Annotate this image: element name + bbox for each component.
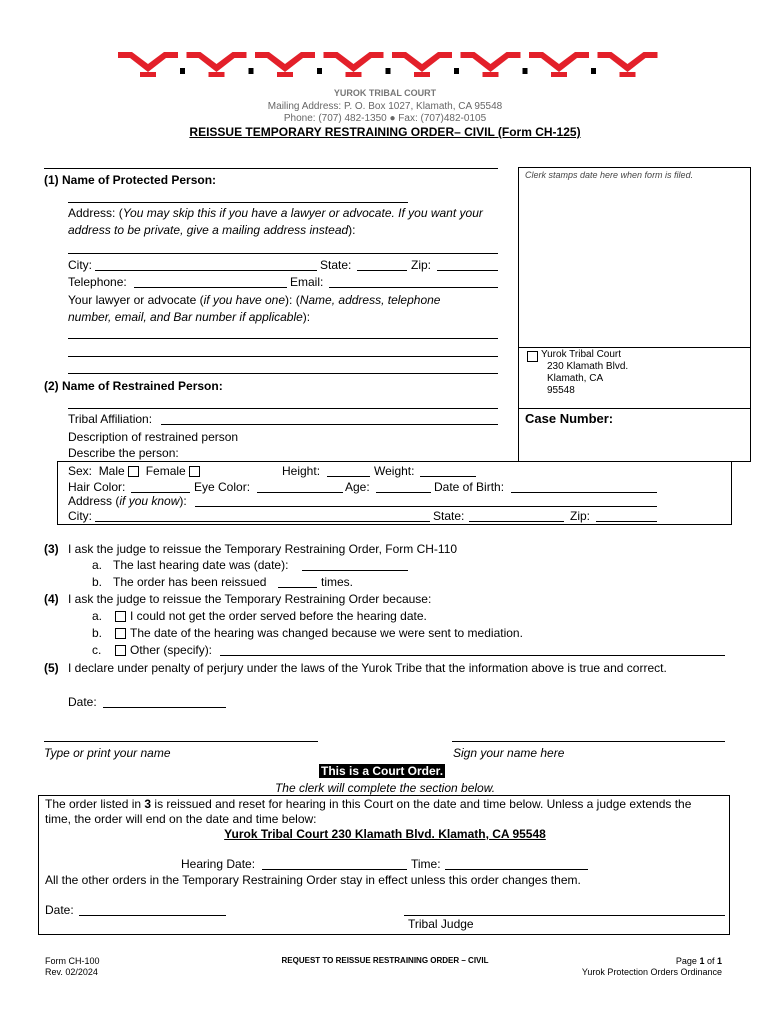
hair-color-label: Hair Color: (68, 480, 126, 494)
section4-number: (4) (44, 592, 59, 606)
reissued-count-field[interactable] (278, 587, 317, 588)
section3-b-text: The order has been reissued (113, 575, 267, 589)
section3-a-letter: a. (92, 558, 103, 572)
section4-b-letter: b. (92, 626, 103, 640)
telephone-label: Telephone: (68, 275, 127, 289)
restrained-person-label: (2) Name of Restrained Person: (44, 379, 223, 393)
border-step (209, 72, 225, 77)
hearing-time-label: Time: (411, 857, 441, 871)
order-paragraph-2: time, the order will end on the date and time below: (45, 812, 317, 826)
dob-label: Date of Birth: (434, 480, 505, 494)
lawyer-field-3[interactable] (68, 373, 498, 374)
female-checkbox[interactable] (189, 466, 200, 477)
restrained-state-field[interactable] (469, 521, 564, 522)
border-motif (187, 52, 247, 72)
court-lines (541, 349, 628, 397)
case-number-box (518, 408, 751, 462)
reason-b-checkbox[interactable] (115, 628, 126, 639)
border-motif (529, 52, 589, 72)
restrained-zip-label: Zip: (570, 509, 591, 523)
restrained-zip-field[interactable] (596, 521, 657, 522)
section3-text: I ask the judge to reissue the Temporary Restraining Order, Form CH-110 (68, 542, 458, 556)
lawyer-instruction-2: number, email, and Bar number if applicable): (68, 310, 311, 324)
border-dot (317, 68, 322, 74)
city-label: City: (68, 258, 92, 272)
reason-c-checkbox[interactable] (115, 645, 126, 656)
tribal-border-decoration (118, 48, 658, 80)
signature-field[interactable] (452, 741, 725, 742)
footer-page-number: Page 1 of 1 (675, 956, 722, 966)
section3-a-text: The last hearing date was (date): (113, 558, 289, 572)
border-step (140, 72, 156, 77)
restrained-person-name-field[interactable] (68, 408, 498, 409)
height-field[interactable] (327, 476, 370, 477)
border-motif (118, 52, 178, 72)
telephone-field[interactable] (134, 287, 287, 288)
footer-form-number: Form CH-100 (45, 956, 100, 966)
clerk-stamp-note: Clerk stamps date here when form is filed. (525, 170, 694, 180)
hair-color-field[interactable] (131, 492, 190, 493)
footer-form-title: REQUEST TO REISSUE RESTRAINING ORDER – CIVIL (281, 956, 489, 965)
section4-a-text: I could not get the order served before the hearing date. (130, 609, 427, 623)
clerk-complete-note: The clerk will complete the section below. (274, 781, 496, 795)
judge-date-field[interactable] (79, 915, 226, 916)
address-instruction-1: Address: (You may skip this if you have a lawyer or advocate. If you want your (68, 206, 483, 220)
sign-name-label: Sign your name here (453, 746, 565, 760)
restrained-address-field[interactable] (195, 506, 657, 507)
weight-field[interactable] (420, 476, 476, 477)
court-order-banner: This is a Court Order. (321, 764, 444, 778)
last-hearing-date-field[interactable] (302, 570, 408, 571)
border-step (620, 72, 636, 77)
describe-label: Describe the person: (68, 446, 179, 460)
height-label: Height: (282, 464, 321, 478)
weight-label: Weight: (374, 464, 415, 478)
state-field[interactable] (357, 270, 407, 271)
age-label: Age: (345, 480, 370, 494)
eye-color-field[interactable] (257, 492, 343, 493)
section4-text: I ask the judge to reissue the Temporary Restraining Order because: (68, 592, 432, 606)
tribal-affiliation-label: Tribal Affiliation: (68, 412, 153, 426)
declaration-date-field[interactable] (103, 707, 226, 708)
border-dot (249, 68, 254, 74)
state-label: State: (320, 258, 352, 272)
footer-page-info (582, 956, 722, 978)
section4-a-letter: a. (92, 609, 103, 623)
section4-b-text: The date of the hearing was changed because we were sent to mediation. (130, 626, 523, 640)
restrained-address-label: Address (if you know): (68, 494, 187, 508)
form-title: REISSUE TEMPORARY RESTRAINING ORDER– CIVIL (Form CH-125) (189, 125, 581, 139)
zip-field[interactable] (437, 270, 498, 271)
border-step (414, 72, 430, 77)
section5-text: I declare under penalty of perjury under the laws of the Yurok Tribe that the information above is true and correct. (68, 661, 667, 675)
court-line: 230 Klamath Blvd. (547, 361, 629, 372)
hearing-date-field[interactable] (262, 869, 407, 870)
section5-number: (5) (44, 661, 59, 675)
protected-person-name-field[interactable] (68, 202, 408, 203)
footer-revision: Rev. 02/2024 (45, 967, 98, 977)
protected-person-label: (1) Name of Protected Person: (44, 173, 217, 187)
court-address: Mailing Address: P. O. Box 1027, Klamath, CA 95548 (267, 101, 503, 112)
border-dot (523, 68, 528, 74)
court-line: Klamath, CA (547, 373, 604, 384)
tribal-affiliation-field[interactable] (161, 424, 498, 425)
border-motif (392, 52, 452, 72)
tribal-judge-label: Tribal Judge (408, 917, 474, 931)
case-number-label: Case Number: (525, 411, 614, 426)
hearing-date-label: Hearing Date: (181, 857, 256, 871)
border-dot (386, 68, 391, 74)
court-address-box (518, 347, 751, 409)
address-instruction-2: address to be private, give a mailing address instead): (68, 223, 356, 237)
court-line: Yurok Tribal Court (541, 349, 622, 360)
printed-name-field[interactable] (44, 741, 318, 742)
section3-b-letter: b. (92, 575, 103, 589)
border-motif (255, 52, 315, 72)
type-name-label: Type or print your name (44, 746, 171, 760)
footer-ordinance: Yurok Protection Orders Ordinance (581, 967, 722, 977)
age-field[interactable] (376, 492, 431, 493)
judge-signature-field[interactable] (404, 915, 725, 916)
male-checkbox[interactable] (128, 466, 139, 477)
section3-b-suffix: times. (321, 575, 354, 589)
hearing-time-field[interactable] (445, 869, 588, 870)
order-court-address: Yurok Tribal Court 230 Klamath Blvd. Klamath, CA 95548 (224, 827, 546, 841)
border-step (346, 72, 362, 77)
clerk-stamp-box (518, 167, 751, 348)
email-field[interactable] (329, 287, 498, 288)
top-rule (44, 168, 498, 169)
restrained-city-field[interactable] (95, 521, 430, 522)
border-motif (598, 52, 658, 72)
border-motif (461, 52, 521, 72)
section4-c-letter: c. (92, 643, 102, 657)
dob-field[interactable] (511, 492, 657, 493)
declaration-date-label: Date: (68, 695, 97, 709)
order-paragraph-1: The order listed in 3 is reissued and reset for hearing in this Court on the date and time below. Unless a judge extends the (45, 797, 692, 811)
border-step (551, 72, 567, 77)
border-motif (324, 52, 384, 72)
border-dot (180, 68, 185, 74)
lawyer-field-1[interactable] (68, 338, 498, 339)
restrained-city-label: City: (68, 509, 92, 523)
other-orders-text: All the other orders in the Temporary Restraining Order stay in effect unless this order changes them. (45, 873, 581, 887)
judge-date-label: Date: (45, 903, 74, 917)
email-label: Email: (290, 275, 324, 289)
court-phone: Phone: (707) 482-1350 ● Fax: (707)482-0105 (283, 113, 487, 124)
description-label: Description of restrained person (68, 430, 239, 444)
reason-a-checkbox[interactable] (115, 611, 126, 622)
border-dot (454, 68, 459, 74)
eye-color-label: Eye Color: (194, 480, 251, 494)
restrained-state-label: State: (433, 509, 465, 523)
border-step (483, 72, 499, 77)
court-name: YUROK TRIBAL COURT (333, 88, 437, 98)
court-line: 95548 (547, 385, 575, 396)
city-field[interactable] (95, 270, 317, 271)
border-dot (591, 68, 596, 74)
court-checkbox[interactable] (527, 351, 538, 362)
border-step (277, 72, 293, 77)
section3-number: (3) (44, 542, 59, 556)
sex-row: Sex: Male Female (68, 464, 200, 478)
lawyer-field-2[interactable] (68, 356, 498, 357)
zip-label: Zip: (411, 258, 432, 272)
other-reason-field[interactable] (220, 655, 725, 656)
protected-address-field[interactable] (68, 253, 498, 254)
section4-c-text: Other (specify): (130, 643, 213, 657)
lawyer-instruction-1: Your lawyer or advocate (if you have one): (Name, address, telephone (68, 293, 441, 307)
